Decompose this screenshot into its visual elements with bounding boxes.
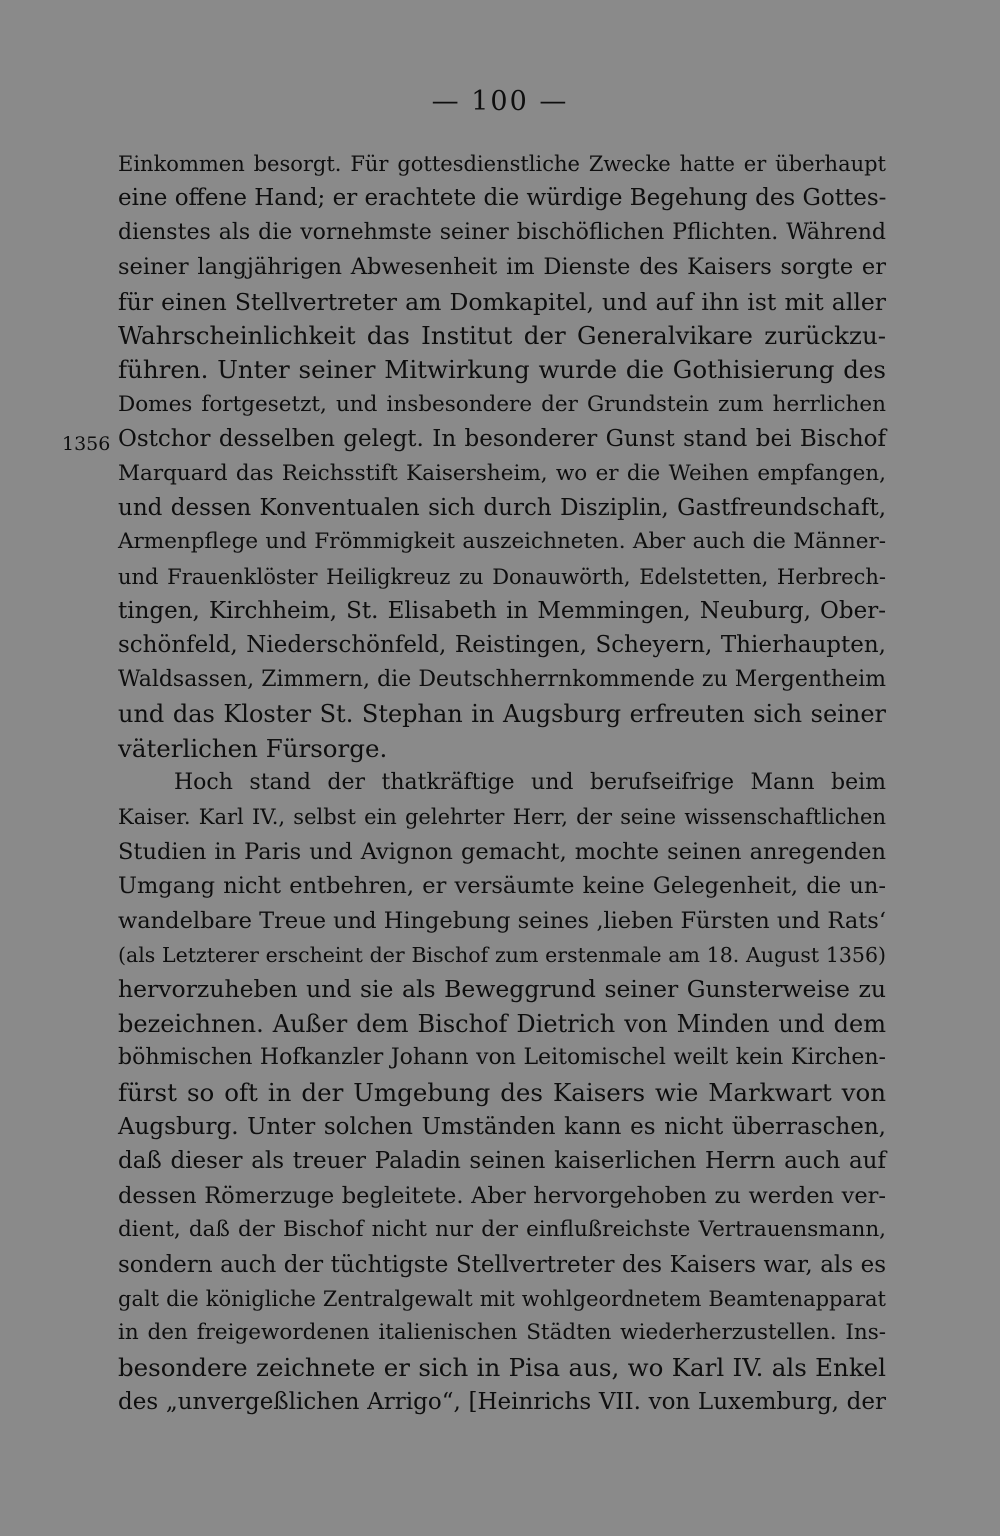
text-line: und Frauenklöster Heiligkreuz zu Donauwörth, Edelstetten, Herbrech-	[118, 564, 886, 589]
text-line: wandelbare Treue und Hingebung seines ‚lieben Fürsten und Rats‘	[118, 907, 886, 934]
text-line: Wahrscheinlichkeit das Institut der Generalvikare zurückzu-	[118, 320, 886, 350]
text-line: böhmischen Hofkanzler Johann von Leitomischel weilt kein Kirchen-	[118, 1045, 886, 1071]
text-line: in den freigewordenen italienischen Städten wiederherzustellen. Ins-	[118, 1320, 886, 1346]
text-line: Ostchor desselben gelegt. In besonderer Gunst stand bei Bischof	[118, 426, 886, 453]
text-line: schönfeld, Niederschönfeld, Reistingen, Scheyern, Thierhaupten,	[118, 632, 886, 659]
page-number: — 100 —	[431, 86, 569, 117]
text-line: Studien in Paris und Avignon gemacht, mochte seinen anregenden	[118, 838, 886, 865]
text-line: (als Letzterer erscheint der Bischof zum erstenmale am 18. August 1356)	[118, 942, 886, 967]
text-line: für einen Stellvertreter am Domkapitel, und auf ihn ist mit aller	[118, 287, 886, 316]
text-line: galt die königliche Zentralgewalt mit wohlgeordnetem Beamtenapparat	[118, 1286, 886, 1311]
text-line: dient, daß der Bischof nicht nur der einflußreichste Vertrauensmann,	[118, 1217, 886, 1243]
text-line: sondern auch der tüchtigste Stellvertreter des Kaisers war, als es	[118, 1251, 886, 1278]
text-line: Domes fortgesetzt, und insbesondere der Grundstein zum herrlichen	[118, 391, 886, 417]
text-line: Waldsassen, Zimmern, die Deutschherrnkommende zu Mergentheim	[118, 666, 886, 692]
text-line: Marquard das Reichsstift Kaisersheim, wo er die Weihen empfangen,	[118, 460, 886, 486]
text-line: Kaiser. Karl IV., selbst ein gelehrter Herr, der seine wissenschaftlichen	[118, 805, 886, 830]
text-line: dienstes als die vornehmste seiner bischöflichen Pflichten. Während	[118, 219, 886, 245]
text-line: führen. Unter seiner Mitwirkung wurde die Gothisierung des	[118, 355, 886, 385]
text-line: fürst so oft in der Umgebung des Kaisers wie Markwart von	[118, 1077, 886, 1107]
text-line: und das Kloster St. Stephan in Augsburg erfreuten sich seiner	[118, 700, 886, 729]
text-line: Armenpflege und Frömmigkeit auszeichneten. Aber auch die Männer-	[118, 529, 886, 555]
text-line: Umgang nicht entbehren, er versäumte keine Gelegenheit, die un-	[118, 873, 886, 900]
body-text	[118, 147, 886, 1419]
text-line: besondere zeichnete er sich in Pisa aus, wo Karl IV. als Enkel	[118, 1352, 886, 1382]
text-line: dessen Römerzuge begleitete. Aber hervorgehoben zu werden ver-	[118, 1182, 886, 1209]
text-line: bezeichnen. Außer dem Bischof Dietrich von Minden und dem	[118, 1009, 886, 1038]
text-line: des „unvergeßlichen Arrigo“, [Heinrichs VII. von Luxemburg, der	[118, 1389, 886, 1416]
text-line: hervorzuheben und sie als Beweggrund seiner Gunsterweise zu	[118, 975, 886, 1004]
text-line: eine offene Hand; er erachtete die würdige Begehung des Gottes-	[118, 185, 887, 212]
text-line: Hoch stand der thatkräftige und berufseifrige Mann beim	[174, 770, 886, 796]
margin-note-year: 1356	[62, 433, 111, 455]
text-line: väterlichen Fürsorge.	[118, 733, 388, 763]
text-line: und dessen Konventualen sich durch Disziplin, Gastfreundschaft,	[118, 494, 886, 521]
text-line: daß dieser als treuer Paladin seinen kaiserlichen Herrn auch auf	[118, 1148, 886, 1175]
text-line: tingen, Kirchheim, St. Elisabeth in Memmingen, Neuburg, Ober-	[118, 598, 886, 625]
text-line: Einkommen besorgt. Für gottesdienstliche Zwecke hatte er überhaupt	[118, 152, 886, 176]
text-line: Augsburg. Unter solchen Umständen kann es nicht überraschen,	[118, 1113, 886, 1140]
text-line: seiner langjährigen Abwesenheit im Dienste des Kaisers sorgte er	[118, 254, 886, 281]
